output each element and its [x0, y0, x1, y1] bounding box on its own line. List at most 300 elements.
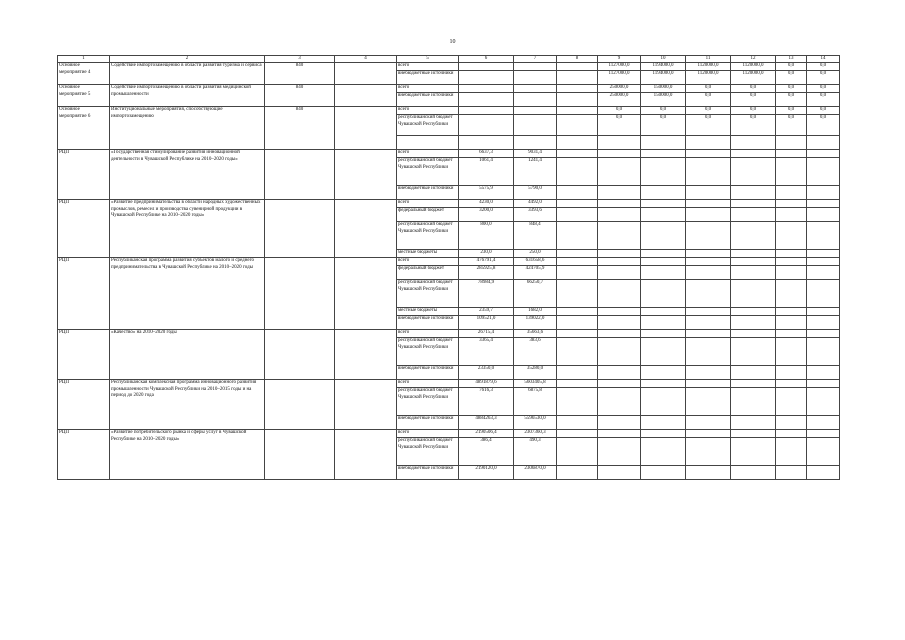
table-row: [58, 150, 840, 158]
amount-cell: 0,0: [641, 115, 686, 136]
amount-cell: [731, 222, 776, 250]
amount-cell: [776, 416, 807, 430]
funding-source: местные бюджеты: [397, 250, 459, 258]
amount-cell: 0,0: [731, 93, 776, 107]
amount-cell: 5790,0: [514, 186, 557, 200]
amount-cell: [459, 115, 514, 136]
amount-cell: [807, 316, 840, 330]
amount-cell: [731, 186, 776, 200]
program-code: Основное мероприятие 6: [58, 107, 110, 150]
amount-cell: [598, 366, 641, 380]
amount-cell: [807, 208, 840, 222]
amount-cell: 6637,3: [459, 150, 514, 158]
amount-cell: 424705,9: [514, 266, 557, 280]
amount-cell: 0,0: [776, 85, 807, 93]
amount-cell: [776, 150, 807, 158]
program-code: Основное мероприятие 4: [58, 63, 110, 85]
amount-cell: [807, 150, 840, 158]
amount-cell: [731, 430, 776, 438]
amount-cell: [557, 330, 598, 338]
amount-cell: [776, 280, 807, 308]
program-code: РЦП: [58, 430, 110, 480]
amount-cell: [776, 136, 807, 150]
amount-cell: [731, 308, 776, 316]
amount-cell: [776, 316, 807, 330]
amount-cell: [557, 115, 598, 136]
program-code: Основное мероприятие 5: [58, 85, 110, 107]
amount-cell: [731, 380, 776, 388]
amount-cell: [598, 430, 641, 438]
responsible-code: 840: [265, 107, 335, 150]
amount-cell: [776, 258, 807, 266]
program-name: Институциональные мероприятия, способствующие импортозамещению: [110, 107, 265, 150]
amount-cell: [598, 266, 641, 280]
amount-cell: [459, 85, 514, 93]
amount-cell: [557, 380, 598, 388]
funding-source: всего: [397, 200, 459, 208]
amount-cell: [598, 150, 641, 158]
responsible-code: 840: [265, 85, 335, 107]
amount-cell: [557, 280, 598, 308]
amount-cell: 23350,0: [459, 366, 514, 380]
amount-cell: 0,0: [776, 115, 807, 136]
column-header: 10: [641, 56, 686, 63]
amount-cell: [557, 200, 598, 208]
amount-cell: [557, 85, 598, 93]
amount-cell: [557, 258, 598, 266]
table-row: [58, 330, 840, 338]
amount-cell: [731, 258, 776, 266]
amount-cell: [686, 280, 731, 308]
amount-cell: [641, 466, 686, 480]
amount-cell: [641, 308, 686, 316]
funding-source: всего: [397, 107, 459, 115]
amount-cell: [776, 430, 807, 438]
column-header: 7: [514, 56, 557, 63]
amount-cell: [731, 136, 776, 150]
amount-cell: 1241,4: [514, 158, 557, 186]
amount-cell: 4884263,3: [459, 416, 514, 430]
funding-source: внебюджетные источники: [397, 93, 459, 107]
funding-source: республиканский бюджет Чувашской Республики: [397, 222, 459, 250]
amount-cell: [641, 208, 686, 222]
amount-cell: [686, 366, 731, 380]
amount-cell: 0,0: [641, 107, 686, 115]
funding-source: всего: [397, 150, 459, 158]
amount-cell: 2190120,0: [459, 466, 514, 480]
amount-cell: 1120000,0: [731, 63, 776, 71]
column-header: 12: [731, 56, 776, 63]
amount-cell: [731, 316, 776, 330]
program-name: Республиканская программа развития субъектов малого и среднего предпринимательства в Чувашской Республике на 2010–2020 годы: [110, 258, 265, 330]
amount-cell: 4492,0: [514, 200, 557, 208]
amount-cell: [686, 430, 731, 438]
amount-cell: 4891879,6: [459, 380, 514, 388]
amount-cell: 0,0: [731, 107, 776, 115]
amount-cell: [557, 158, 598, 186]
responsible-code: [265, 258, 335, 330]
amount-cell: 1120000,0: [686, 63, 731, 71]
amount-cell: [557, 150, 598, 158]
amount-cell: [641, 266, 686, 280]
amount-cell: [776, 380, 807, 388]
amount-cell: [731, 330, 776, 338]
amount-cell: [807, 200, 840, 208]
program-name: «Качество» на 2010–2020 годы: [110, 330, 265, 380]
amount-cell: [731, 366, 776, 380]
empty-cell: [335, 430, 397, 480]
amount-cell: 0,0: [807, 93, 840, 107]
amount-cell: [598, 316, 641, 330]
amount-cell: 2307360,3: [514, 430, 557, 438]
amount-cell: [557, 308, 598, 316]
amount-cell: 150000,0: [641, 85, 686, 93]
column-number-row: [58, 56, 840, 63]
column-header: 13: [776, 56, 807, 63]
amount-cell: [686, 250, 731, 258]
amount-cell: [776, 438, 807, 466]
funding-source: внебюджетные источники: [397, 71, 459, 85]
amount-cell: [776, 366, 807, 380]
amount-cell: 4230,0: [459, 200, 514, 208]
amount-cell: 1682,0: [514, 308, 557, 316]
funding-source: всего: [397, 380, 459, 388]
table-row: [58, 85, 840, 93]
table-row: [58, 63, 840, 71]
funding-source: республиканский бюджет Чувашской Республики: [397, 388, 459, 416]
amount-cell: 9031,4: [514, 150, 557, 158]
funding-source: всего: [397, 85, 459, 93]
amount-cell: [459, 63, 514, 71]
amount-cell: 386,4: [459, 438, 514, 466]
amount-cell: [557, 63, 598, 71]
amount-cell: [641, 380, 686, 388]
amount-cell: [776, 308, 807, 316]
column-header: 11: [686, 56, 731, 63]
amount-cell: 230,0: [459, 250, 514, 258]
amount-cell: [459, 71, 514, 85]
amount-cell: [641, 416, 686, 430]
funding-source: [397, 136, 459, 150]
amount-cell: [557, 222, 598, 250]
amount-cell: [557, 338, 598, 366]
empty-cell: [335, 330, 397, 380]
budget-table: [57, 55, 840, 480]
responsible-code: [265, 430, 335, 480]
amount-cell: [807, 308, 840, 316]
amount-cell: [598, 438, 641, 466]
amount-cell: [557, 136, 598, 150]
amount-cell: 0,0: [731, 115, 776, 136]
amount-cell: [686, 338, 731, 366]
amount-cell: [641, 316, 686, 330]
amount-cell: 2190506,4: [459, 430, 514, 438]
amount-cell: [776, 200, 807, 208]
amount-cell: [807, 430, 840, 438]
empty-cell: [335, 107, 397, 150]
amount-cell: [641, 330, 686, 338]
amount-cell: 476791,4: [459, 258, 514, 266]
amount-cell: [557, 186, 598, 200]
funding-source: внебюджетные источники: [397, 466, 459, 480]
responsible-code: [265, 330, 335, 380]
amount-cell: [807, 330, 840, 338]
amount-cell: 0,0: [776, 93, 807, 107]
amount-cell: [459, 93, 514, 107]
amount-cell: [514, 93, 557, 107]
amount-cell: 250000,0: [598, 93, 641, 107]
amount-cell: [459, 107, 514, 115]
amount-cell: [807, 380, 840, 388]
column-header: 14: [807, 56, 840, 63]
program-code: РЦП: [58, 258, 110, 330]
funding-source: республиканский бюджет Чувашской Республики: [397, 158, 459, 186]
amount-cell: [686, 136, 731, 150]
amount-cell: [731, 388, 776, 416]
amount-cell: [807, 266, 840, 280]
amount-cell: [557, 250, 598, 258]
column-header: 2: [110, 56, 265, 63]
amount-cell: [598, 158, 641, 186]
amount-cell: 285925,8: [459, 266, 514, 280]
amount-cell: [731, 158, 776, 186]
empty-cell: [335, 150, 397, 200]
amount-cell: [598, 222, 641, 250]
amount-cell: [557, 266, 598, 280]
funding-source: республиканский бюджет Чувашской Республики: [397, 280, 459, 308]
table-row: [58, 107, 840, 115]
amount-cell: [514, 85, 557, 93]
amount-cell: 150000,0: [641, 93, 686, 107]
amount-cell: [641, 338, 686, 366]
table-row: [58, 430, 840, 438]
amount-cell: [514, 107, 557, 115]
amount-cell: [807, 136, 840, 150]
responsible-code: [265, 200, 335, 258]
column-header: 9: [598, 56, 641, 63]
amount-cell: [731, 266, 776, 280]
program-code: РЦП: [58, 330, 110, 380]
amount-cell: [731, 208, 776, 222]
amount-cell: 66250,7: [514, 280, 557, 308]
amount-cell: 0,0: [807, 107, 840, 115]
empty-cell: [335, 85, 397, 107]
amount-cell: [598, 416, 641, 430]
amount-cell: 6875,8: [514, 388, 557, 416]
amount-cell: [807, 158, 840, 186]
amount-cell: [459, 136, 514, 150]
column-header: 1: [58, 56, 110, 63]
amount-cell: 0,0: [776, 63, 807, 71]
program-code: РЦП: [58, 380, 110, 430]
amount-cell: [731, 466, 776, 480]
amount-cell: 5575,9: [459, 186, 514, 200]
funding-source: всего: [397, 258, 459, 266]
amount-cell: [598, 380, 641, 388]
program-name: Содействие импортозамещению в области развития медицинской промышленности: [110, 85, 265, 107]
amount-cell: [776, 208, 807, 222]
amount-cell: [641, 158, 686, 186]
amount-cell: 3200,0: [459, 208, 514, 222]
amount-cell: 0,0: [776, 71, 807, 85]
amount-cell: [731, 338, 776, 366]
amount-cell: [686, 330, 731, 338]
amount-cell: [598, 330, 641, 338]
amount-cell: 2306870,0: [514, 466, 557, 480]
amount-cell: 1120000,0: [686, 71, 731, 85]
program-name: Республиканская комплексная программа инновационного развития промышленности Чувашской Республики на 2010–2015 годы и на период до 2020 года: [110, 380, 265, 430]
amount-cell: 848,4: [514, 222, 557, 250]
amount-cell: [557, 438, 598, 466]
empty-cell: [335, 200, 397, 258]
amount-cell: [686, 388, 731, 416]
amount-cell: [807, 416, 840, 430]
amount-cell: [557, 466, 598, 480]
amount-cell: 1061,4: [459, 158, 514, 186]
amount-cell: [514, 63, 557, 71]
amount-cell: [731, 150, 776, 158]
funding-source: внебюджетные источники: [397, 416, 459, 430]
amount-cell: [641, 250, 686, 258]
amount-cell: [514, 136, 557, 150]
amount-cell: [641, 280, 686, 308]
responsible-code: 840: [265, 63, 335, 85]
amount-cell: [776, 330, 807, 338]
program-code: РЦП: [58, 150, 110, 200]
responsible-code: [265, 380, 335, 430]
amount-cell: 250000,0: [598, 85, 641, 93]
amount-cell: 139022,0: [514, 316, 557, 330]
amount-cell: [598, 308, 641, 316]
amount-cell: 1127000,0: [598, 71, 641, 85]
amount-cell: 7616,3: [459, 388, 514, 416]
amount-cell: [598, 250, 641, 258]
amount-cell: [514, 115, 557, 136]
amount-cell: [731, 200, 776, 208]
amount-cell: [776, 266, 807, 280]
amount-cell: [598, 208, 641, 222]
funding-source: внебюджетные источники: [397, 186, 459, 200]
amount-cell: [598, 258, 641, 266]
amount-cell: [776, 158, 807, 186]
amount-cell: 3365,4: [459, 338, 514, 366]
funding-source: всего: [397, 330, 459, 338]
column-header: 8: [557, 56, 598, 63]
amount-cell: [557, 416, 598, 430]
amount-cell: 490,3: [514, 438, 557, 466]
table-body: [58, 63, 840, 480]
funding-source: всего: [397, 63, 459, 71]
amount-cell: [776, 222, 807, 250]
amount-cell: [807, 250, 840, 258]
table-row: [58, 258, 840, 266]
amount-cell: [598, 466, 641, 480]
amount-cell: [641, 150, 686, 158]
amount-cell: [686, 158, 731, 186]
amount-cell: 1194000,0: [641, 71, 686, 85]
amount-cell: [598, 338, 641, 366]
amount-cell: 1194000,0: [641, 63, 686, 71]
amount-cell: [641, 438, 686, 466]
amount-cell: [557, 71, 598, 85]
amount-cell: [557, 388, 598, 416]
amount-cell: 0,0: [776, 107, 807, 115]
amount-cell: 78984,9: [459, 280, 514, 308]
amount-cell: [557, 316, 598, 330]
amount-cell: [686, 266, 731, 280]
amount-cell: [641, 200, 686, 208]
amount-cell: 0,0: [731, 85, 776, 93]
column-header: 4: [335, 56, 397, 63]
amount-cell: [598, 388, 641, 416]
empty-cell: [335, 258, 397, 330]
program-name: «Развитие предпринимательства в области народных художественных промыслов, ремесел и производства сувенирной продукции в Чувашской Республике на 2010–2020 годы»: [110, 200, 265, 258]
amount-cell: 0,0: [598, 107, 641, 115]
responsible-code: [265, 150, 335, 200]
amount-cell: [641, 258, 686, 266]
amount-cell: 0,0: [686, 115, 731, 136]
amount-cell: [807, 438, 840, 466]
amount-cell: 0,0: [686, 107, 731, 115]
amount-cell: [731, 250, 776, 258]
amount-cell: 1120000,0: [731, 71, 776, 85]
amount-cell: [557, 93, 598, 107]
funding-source: всего: [397, 430, 459, 438]
amount-cell: [807, 466, 840, 480]
amount-cell: [731, 438, 776, 466]
amount-cell: [731, 416, 776, 430]
amount-cell: [686, 316, 731, 330]
empty-cell: [335, 380, 397, 430]
amount-cell: [686, 380, 731, 388]
amount-cell: 0,0: [686, 85, 731, 93]
amount-cell: [686, 186, 731, 200]
amount-cell: [807, 186, 840, 200]
amount-cell: [641, 136, 686, 150]
amount-cell: 0,0: [807, 85, 840, 93]
amount-cell: [686, 466, 731, 480]
amount-cell: [598, 186, 641, 200]
amount-cell: [686, 258, 731, 266]
amount-cell: [776, 388, 807, 416]
amount-cell: 1127000,0: [598, 63, 641, 71]
funding-source: внебюджетные источники: [397, 316, 459, 330]
amount-cell: [731, 280, 776, 308]
amount-cell: [686, 208, 731, 222]
amount-cell: [598, 280, 641, 308]
amount-cell: [598, 136, 641, 150]
amount-cell: [776, 466, 807, 480]
funding-source: федеральный бюджет: [397, 208, 459, 222]
table-row: [58, 200, 840, 208]
amount-cell: 109521,0: [459, 316, 514, 330]
amount-cell: 3393,6: [514, 208, 557, 222]
amount-cell: [641, 366, 686, 380]
amount-cell: [557, 208, 598, 222]
amount-cell: [686, 222, 731, 250]
amount-cell: [807, 366, 840, 380]
amount-cell: 0,0: [598, 115, 641, 136]
amount-cell: [514, 71, 557, 85]
amount-cell: 0,0: [686, 93, 731, 107]
amount-cell: 35280,0: [514, 366, 557, 380]
amount-cell: [776, 186, 807, 200]
funding-source: республиканский бюджет Чувашской Республики: [397, 115, 459, 136]
column-header: 6: [459, 56, 514, 63]
program-code: РЦП: [58, 200, 110, 258]
amount-cell: 0,0: [807, 71, 840, 85]
amount-cell: [557, 107, 598, 115]
